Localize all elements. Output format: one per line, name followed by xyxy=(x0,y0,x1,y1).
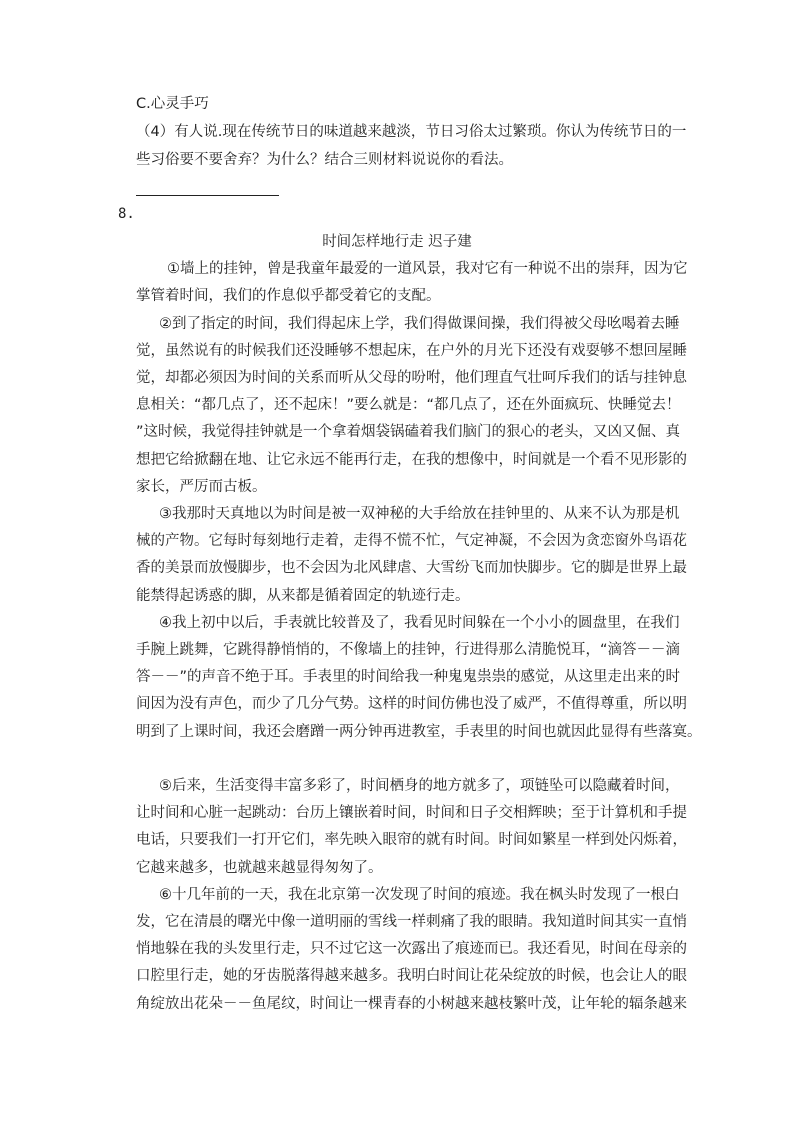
passage-line: 让时间和心脏一起跳动：台历上镶嵌着时间，时间和日子交相辉映；至于计算机和手提 xyxy=(136,805,687,821)
passage-line: ”这时候，我觉得挂钟就是一个拿着烟袋锅磕着我们脑门的狠心的老头，又凶又倔、真 xyxy=(136,424,681,440)
answer-blank-line xyxy=(136,195,279,196)
passage-line: 觉，却都必须因为时间的关系而听从父母的吩咐，他们理直气壮呵斥我们的话与挂钟息 xyxy=(136,370,687,386)
passage-line: 息相关：“都几点了，还不起床！”要么就是：“都几点了，还在外面疯玩、快睡觉去！ xyxy=(136,397,681,413)
passage-line: ③我那时天真地以为时间是被一双神秘的大手给放在挂钟里的、从来不认为那是机 xyxy=(159,506,680,522)
passage-line: 明到了上课时间，我还会磨蹭一两分钟再进教室，手表里的时间也就因此显得有些落寞。 xyxy=(136,724,702,740)
passage-line: 家长，严厉而古板。 xyxy=(136,479,267,495)
passage-line: 能禁得起诱惑的脚，从来都是循着固定的轨迹行走。 xyxy=(136,588,470,604)
passage-line: ①墙上的挂钟，曾是我童年最爱的一道风景，我对它有一种说不出的崇拜，因为它 xyxy=(167,261,688,277)
passage-line: 手腕上跳舞，它跳得静悄悄的，不像墙上的挂钟，行进得那么清脆悦耳，“滴答－－滴 xyxy=(136,642,681,658)
passage-line: ④我上初中以后，手表就比较普及了，我看见时间躲在一个小小的圆盘里，在我们 xyxy=(159,615,680,631)
passage-line: ⑤后来，生活变得丰富多彩了，时间栖身的地方就多了，项链坠可以隐藏着时间， xyxy=(159,778,680,794)
passage-line: 悄地躲在我的头发里行走，只不过它这一次露出了痕迹而已。我还看见，时间在母亲的 xyxy=(136,941,687,957)
q7-sub4-line-2: 些习俗要不要舍弃？为什么？结合三则材料说说你的看法。 xyxy=(136,152,513,168)
passage-title: 时间怎样地行走 迟子建 xyxy=(322,234,472,250)
passage-line: 间因为没有声色，而少了几分气势。这样的时间仿佛也没了威严，不值得尊重，所以明 xyxy=(136,696,687,712)
passage-line: 香的美景而放慢脚步，也不会因为北风肆虐、大雪纷飞而加快脚步。它的脚是世界上最 xyxy=(136,560,687,576)
passage-line: 答－－”的声音不绝于耳。手表里的时间给我一种鬼鬼祟祟的感觉，从这里走出来的时 xyxy=(136,669,681,685)
q7-sub4-line-1: （4）有人说.现在传统节日的味道越来越淡，节日习俗太过繁琐。你认为传统节日的一 xyxy=(136,124,687,140)
passage-line: 想把它给掀翻在地、让它永远不能再行走，在我的想像中，时间就是一个看不见形影的 xyxy=(136,452,687,468)
q7-option-c: C.心灵手巧 xyxy=(136,96,209,112)
question-number: 8. xyxy=(118,206,135,222)
passage-line: 械的产物。它每时每刻地行走着，走得不慌不忙，气定神凝，不会因为贪恋窗外鸟语花 xyxy=(136,533,687,549)
passage-line: 掌管着时间，我们的作息似乎都受着它的支配。 xyxy=(136,288,441,304)
passage-line: 角绽放出花朵－－鱼尾纹，时间让一棵青春的小树越来越枝繁叶茂，让年轮的辐条越来 xyxy=(136,996,687,1012)
passage-line: ⑥十几年前的一天，我在北京第一次发现了时间的痕迹。我在枫头时发现了一根白 xyxy=(159,887,680,903)
passage-line: 它越来越多，也就越来越显得匆匆了。 xyxy=(136,860,383,876)
passage-line: 电话，只要我们一打开它们，率先映入眼帘的就有时间。时间如繁星一样到处闪烁着， xyxy=(136,832,687,848)
passage-line: ②到了指定的时间，我们得起床上学，我们得做课间操，我们得被父母吆喝着去睡 xyxy=(159,316,680,332)
passage-line: 发，它在清晨的曙光中像一道明丽的雪线一样刺痛了我的眼睛。我知道时间其实一直悄 xyxy=(136,914,687,930)
passage-line: 口腔里行走，她的牙齿脱落得越来越多。我明白时间让花朵绽放的时候，也会让人的眼 xyxy=(136,968,687,984)
passage-line: 觉，虽然说有的时候我们还没睡够不想起床，在户外的月光下还没有戏耍够不想回屋睡 xyxy=(136,343,687,359)
